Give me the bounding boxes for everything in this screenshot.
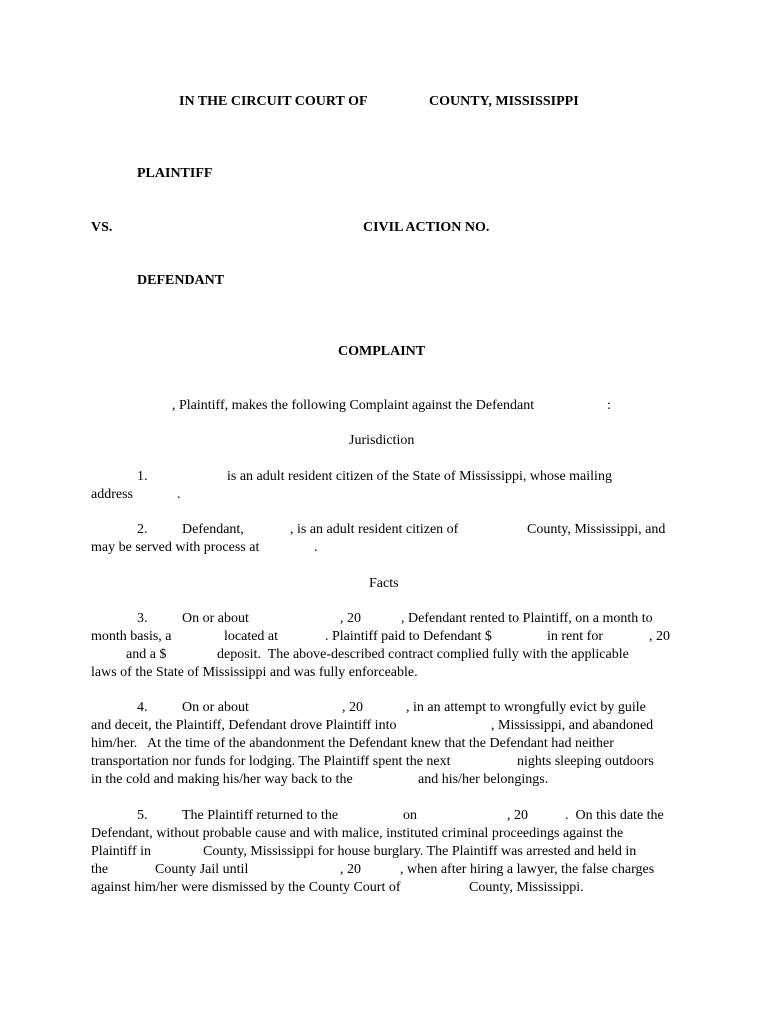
- section-jurisdiction: Jurisdiction: [349, 433, 415, 448]
- section-facts: Facts: [369, 576, 399, 591]
- court-heading-left: IN THE CIRCUIT COURT OF: [179, 94, 368, 109]
- p4-text-b: , 20: [342, 700, 363, 715]
- p3-text-k: laws of the State of Mississippi and was fully enforceable.: [91, 665, 418, 680]
- intro-text: , Plaintiff, makes the following Complaint against the Defendant: [172, 398, 535, 413]
- vs-label: VS.: [91, 220, 113, 235]
- p1-text: is an adult resident citizen of the State of Mississippi, whose mailing: [227, 469, 612, 484]
- p3-text-d: month basis, a: [91, 629, 172, 644]
- p4-text-i: in the cold and making his/her way back to the: [91, 772, 353, 787]
- p5-text-b: on: [403, 808, 417, 823]
- p3-text-g: in rent for: [547, 629, 603, 644]
- p3-text-c: , Defendant rented to Plaintiff, on a month to: [401, 611, 653, 626]
- p5-text-k: , when after hiring a lawyer, the false charges: [400, 862, 655, 877]
- p4-text-d: and deceit, the Plaintiff, Defendant drove Plaintiff into: [91, 718, 397, 733]
- p4-text-j: and his/her belongings.: [418, 772, 549, 787]
- court-heading-right: COUNTY, MISSISSIPPI: [429, 94, 579, 109]
- p5-text-f: Plaintiff in: [91, 844, 152, 859]
- p2-number: 2.: [137, 522, 148, 537]
- p4-text-g: transportation nor funds for lodging. The Plaintiff spent the next: [91, 754, 451, 769]
- p2-text-b: , is an adult resident citizen of: [290, 522, 459, 537]
- page-title: COMPLAINT: [338, 344, 426, 359]
- p5-text-d: . On this date the: [565, 808, 664, 823]
- p2-text-d: may be served with process at: [91, 540, 260, 555]
- p1-line-1: [227, 469, 679, 485]
- p3-text-a: On or about: [182, 611, 249, 626]
- p5-text-j: , 20: [340, 862, 361, 877]
- p1-number: 1.: [137, 469, 148, 484]
- p2-period: .: [314, 540, 318, 555]
- intro-colon: :: [607, 398, 611, 413]
- p2-text-a: Defendant,: [182, 522, 244, 537]
- p3-number: 3.: [137, 611, 148, 626]
- p3-text-j: deposit. The above-described contract complied fully with the applicable: [217, 647, 629, 662]
- p5-text-m: County, Mississippi.: [469, 880, 584, 895]
- p5-text-a: The Plaintiff returned to the: [182, 808, 339, 823]
- defendant-label: DEFENDANT: [137, 273, 225, 288]
- p4-text-a: On or about: [182, 700, 249, 715]
- p3-text-b: , 20: [340, 611, 361, 626]
- p4-number: 4.: [137, 700, 148, 715]
- p4-line-2-left: [91, 718, 466, 734]
- p1-period: .: [177, 487, 181, 502]
- p5-text-i: County Jail until: [155, 862, 249, 877]
- p2-text-c: County, Mississippi, and: [527, 522, 666, 537]
- p4-text-e: , Mississippi, and abandoned: [491, 718, 654, 733]
- p5-text-e: Defendant, without probable cause and with malice, instituted criminal proceedings against the: [91, 826, 624, 841]
- p4-text-c: , in an attempt to wrongfully evict by guile: [406, 700, 646, 715]
- p4-text-h: nights sleeping outdoors: [517, 754, 654, 769]
- p5-text-g: County, Mississippi for house burglary. The Plaintiff was arrested and held in: [203, 844, 637, 859]
- civil-action-label: CIVIL ACTION NO.: [363, 220, 490, 235]
- p5-text-h: the: [91, 862, 109, 877]
- p5-text-c: , 20: [507, 808, 528, 823]
- p3-text-h: , 20: [649, 629, 670, 644]
- p5-number: 5.: [137, 808, 148, 823]
- p3-text-e: located at: [224, 629, 279, 644]
- p5-text-l: against him/her were dismissed by the County Court of: [91, 880, 401, 895]
- p1-address-label: address: [91, 487, 133, 502]
- p4-text-f: him/her. At the time of the abandonment the Defendant knew that the Defendant had neither: [91, 736, 614, 751]
- p3-text-i: and a $: [126, 647, 167, 662]
- plaintiff-label: PLAINTIFF: [137, 166, 213, 181]
- p3-text-f: . Plaintiff paid to Defendant $: [325, 629, 492, 644]
